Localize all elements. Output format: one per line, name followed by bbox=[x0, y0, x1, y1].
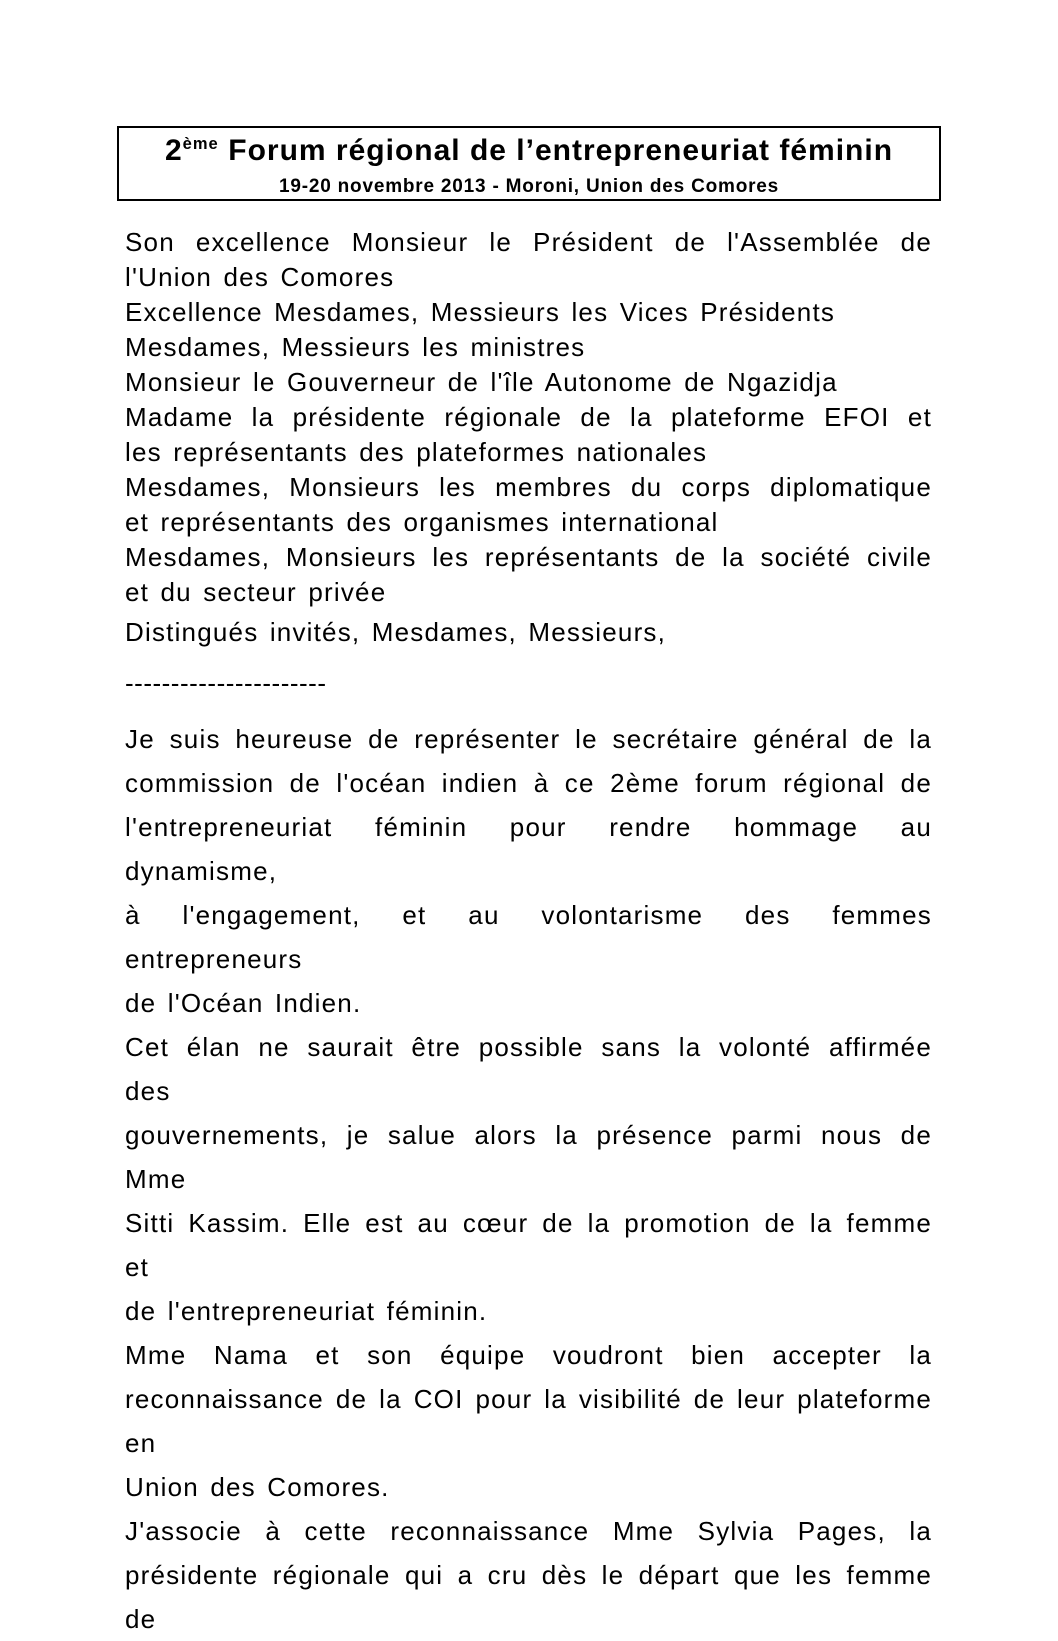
text-line: l'Union des Comores bbox=[125, 262, 395, 292]
body-paragraphs bbox=[125, 717, 932, 1641]
text-line: Mesdames, Messieurs les ministres bbox=[125, 332, 586, 362]
salutation-block bbox=[125, 225, 932, 610]
text-line: de l'entrepreneuriat féminin. bbox=[125, 1296, 488, 1326]
separator-line: ---------------------- bbox=[125, 668, 327, 698]
paragraph bbox=[125, 1509, 932, 1641]
text-line: les représentants des plateformes nationales bbox=[125, 437, 708, 467]
text-line: l'entrepreneuriat féminin pour rendre hommage au dynamisme, bbox=[125, 812, 932, 886]
text-line: Monsieur le Gouverneur de l'île Autonome de Ngazidja bbox=[125, 367, 838, 397]
text-line: Madame la présidente régionale de la plateforme EFOI et bbox=[125, 402, 932, 432]
text-line: à l'engagement, et au volontarisme des femmes entrepreneurs bbox=[125, 900, 932, 974]
paragraph bbox=[125, 1333, 932, 1509]
text-line: Union des Comores. bbox=[125, 1472, 390, 1502]
header-box bbox=[117, 126, 941, 201]
text-line: et représentants des organismes international bbox=[125, 507, 719, 537]
greeting-line: Distingués invités, Mesdames, Messieurs, bbox=[125, 617, 667, 647]
text-line: Mesdames, Monsieurs les représentants de la société civile bbox=[125, 542, 932, 572]
text-line: reconnaissance de la COI pour la visibilité de leur plateforme en bbox=[125, 1384, 932, 1458]
text-line: Je suis heureuse de représenter le secrétaire général de la bbox=[125, 724, 932, 754]
text-line: Mesdames, Monsieurs les membres du corps diplomatique bbox=[125, 472, 932, 502]
text-line: et du secteur privée bbox=[125, 577, 387, 607]
title-text: Forum régional de l’entrepreneuriat féminin bbox=[228, 134, 894, 167]
title-number: 2 bbox=[164, 134, 183, 167]
text-line: Excellence Mesdames, Messieurs les Vices Présidents bbox=[125, 297, 836, 327]
forum-title bbox=[119, 128, 939, 168]
text-line: Cet élan ne saurait être possible sans la volonté affirmée des bbox=[125, 1032, 932, 1106]
paragraph bbox=[125, 1025, 932, 1333]
event-date-line: 19-20 novembre 2013 - Moroni, Union des Comores bbox=[278, 176, 780, 197]
text-line: présidente régionale qui a cru dès le départ que les femme de bbox=[125, 1560, 932, 1634]
text-line: gouvernements, je salue alors la présence parmi nous de Mme bbox=[125, 1120, 932, 1194]
text-line: J'associe à cette reconnaissance Mme Sylvia Pages, la bbox=[125, 1516, 932, 1546]
text-line: Mme Nama et son équipe voudront bien accepter la bbox=[125, 1340, 932, 1370]
text-line: Sitti Kassim. Elle est au cœur de la promotion de la femme et bbox=[125, 1208, 932, 1282]
paragraph bbox=[125, 717, 932, 1025]
text-line: commission de l'océan indien à ce 2ème forum régional de bbox=[125, 768, 932, 798]
title-superscript: ème bbox=[182, 135, 219, 153]
text-line: de l'Océan Indien. bbox=[125, 988, 362, 1018]
text-line: Son excellence Monsieur le Président de l'Assemblée de bbox=[125, 227, 932, 257]
